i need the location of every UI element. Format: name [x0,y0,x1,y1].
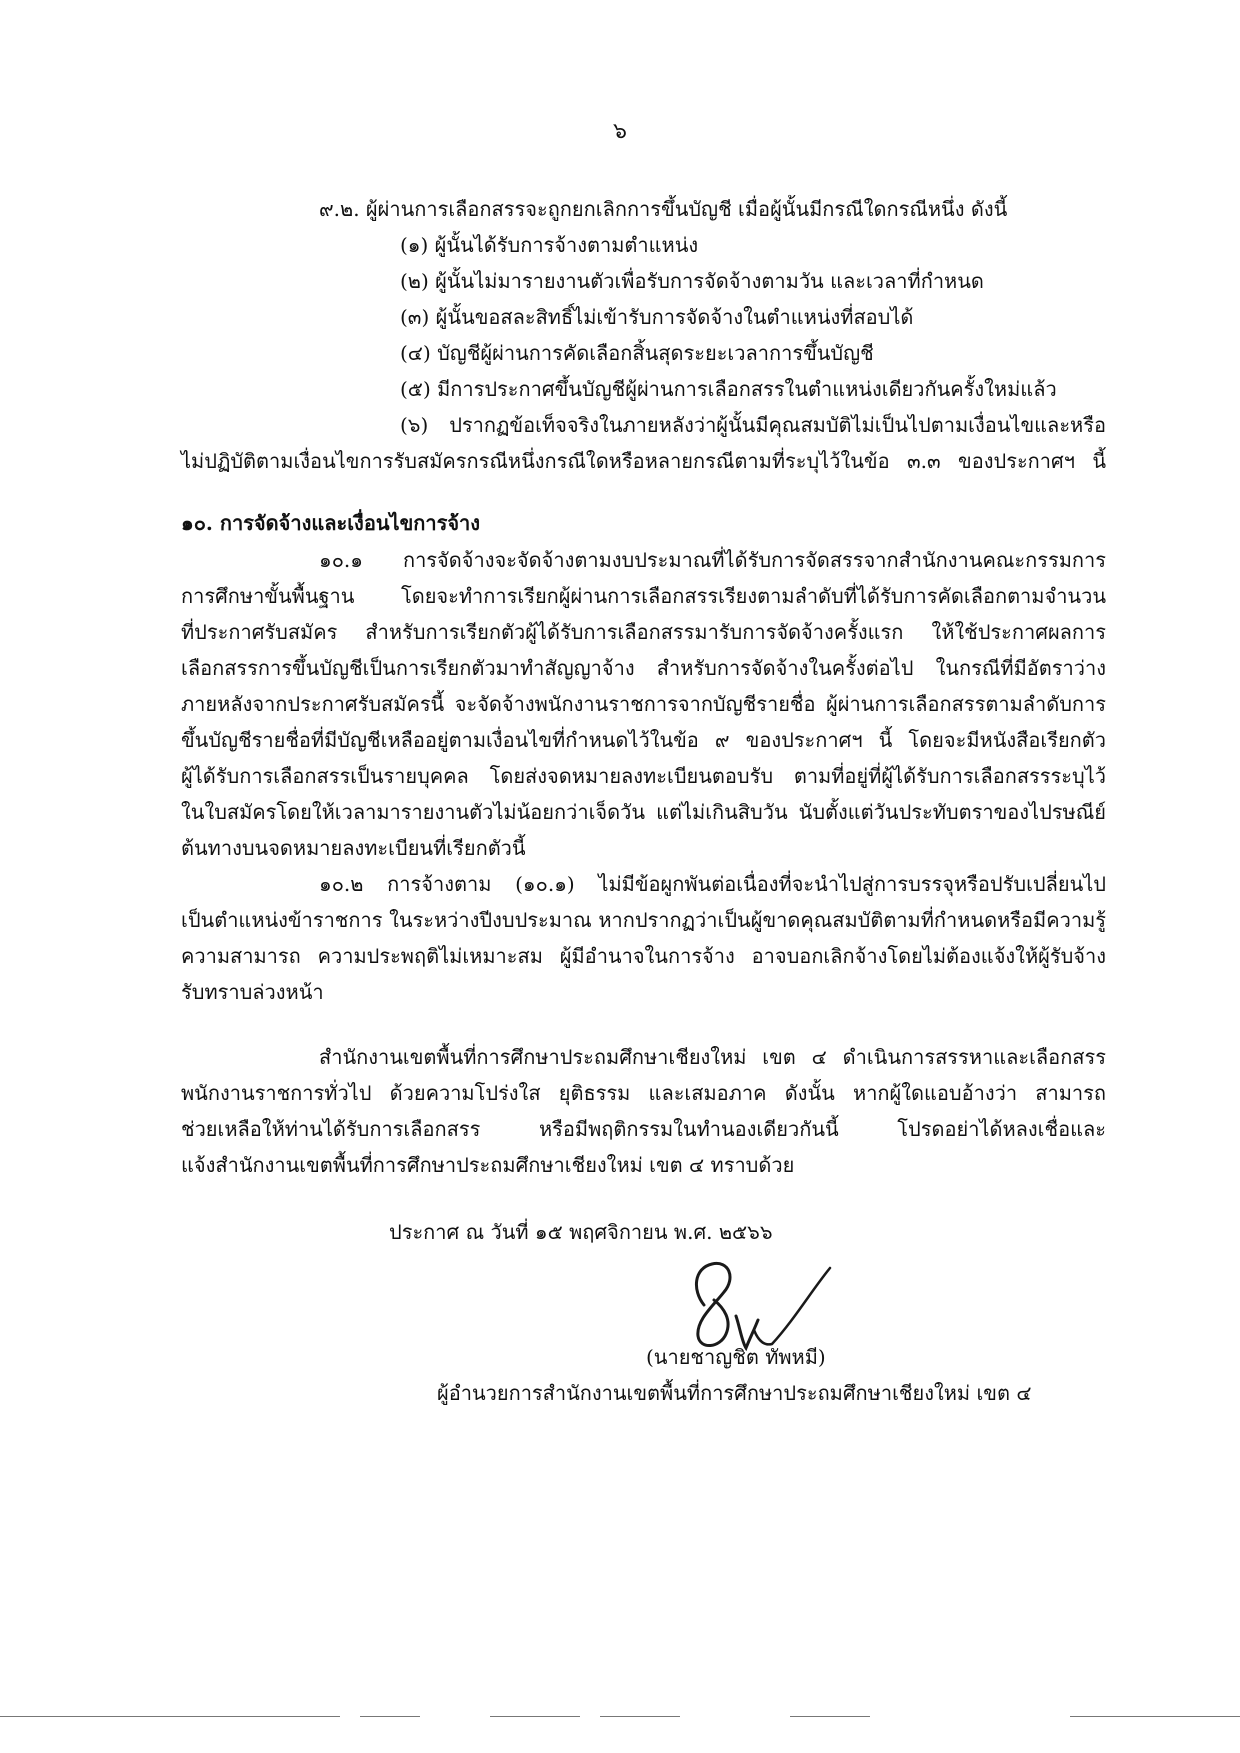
announcement-date: ประกาศ ณ วันที่ ๑๕ พฤศจิกายน พ.ศ. ๒๕๖๖ [389,1220,773,1244]
paragraph-line: ภายหลังจากประกาศรับสมัครนี้ จะจัดจ้างพนักงานราชการจากบัญชีรายชื่อ ผู้ผ่านการเลือกสรรตามลำดับการ [181,692,1106,716]
paragraph-line: ที่ประกาศรับสมัคร สำหรับการเรียกตัวผู้ได้รับการเลือกสรรมารับการจัดจ้างครั้งแรก ให้ใช้ประกาศผลการ [181,620,1106,644]
closing-line: ช่วยเหลือให้ท่านได้รับการเลือกสรร หรือมีพฤติกรรมในทำนองเดียวกันนี้ โปรดอย่าได้หลงเชื่อและ [181,1117,1106,1141]
paragraph-line: ต้นทางบนจดหมายลงทะเบียนที่เรียกตัวนี้ [181,836,526,860]
paragraph-line: ในใบสมัครโดยให้เวลามารายงานตัวไม่น้อยกว่าเจ็ดวัน แต่ไม่เกินสิบวัน นับตั้งแต่วันประทับตราของไปรษณีย์ [181,800,1106,824]
signer-position: ผู้อำนวยการสำนักงานเขตพื้นที่การศึกษาประถมศึกษาเชียงใหม่ เขต ๔ [437,1381,1032,1405]
scan-artifact [0,1716,340,1717]
paragraph-line: เป็นตำแหน่งข้าราชการ ในระหว่างปีงบประมาณ หากปรากฏว่าเป็นผู้ขาดคุณสมบัติตามที่กำหนดหรือมีความรู้ [181,908,1106,932]
scan-artifact [490,1716,580,1717]
paragraph-line: ๑๐.๑ การจัดจ้างจะจัดจ้างตามงบประมาณที่ได้รับการจัดสรรจากสำนักงานคณะกรรมการ [319,548,1106,572]
list-item: (๒) ผู้นั้นไม่มารายงานตัวเพื่อรับการจัดจ้างตามวัน และเวลาที่กำหนด [400,269,984,293]
paragraph-line: ผู้ได้รับการเลือกสรรเป็นรายบุคคล โดยส่งจดหมายลงทะเบียนตอบรับ ตามที่อยู่ที่ผู้ได้รับการเลือกสรรระบุไว้ [181,764,1106,788]
paragraph-line: ขึ้นบัญชีรายชื่อที่มีบัญชีเหลืออยู่ตามเงื่อนไขที่กำหนดไว้ในข้อ ๙ ของประกาศฯ นี้ โดยจะมีหนังสือเรียกตัว [181,728,1106,752]
paragraph-line: เลือกสรรการขึ้นบัญชีเป็นการเรียกตัวมาทำสัญญาจ้าง สำหรับการจัดจ้างในครั้งต่อไป ในกรณีที่มีอัตราว่าง [181,656,1106,680]
signer-name: (นายชาญชิต ทัพหมี) [646,1345,826,1369]
list-item: (๓) ผู้นั้นขอสละสิทธิ์ไม่เข้ารับการจัดจ้างในตำแหน่งที่สอบได้ [400,305,914,329]
scan-artifact [1070,1716,1240,1717]
page-number: ๖ [613,119,627,144]
closing-line: แจ้งสำนักงานเขตพื้นที่การศึกษาประถมศึกษาเชียงใหม่ เขต ๔ ทราบด้วย [181,1153,795,1177]
section-9-2-continuation: ไม่ปฏิบัติตามเงื่อนไขการรับสมัครกรณีหนึ่งกรณีใดหรือหลายกรณีตามที่ระบุไว้ในข้อ ๓.๓ ของประกาศฯ นี้ [181,449,1106,473]
list-item: (๔) บัญชีผู้ผ่านการคัดเลือกสิ้นสุดระยะเวลาการขึ้นบัญชี [400,341,874,365]
list-item: (๕) มีการประกาศขึ้นบัญชีผู้ผ่านการเลือกสรรในตำแหน่งเดียวกันครั้งใหม่แล้ว [400,377,1057,401]
paragraph-line: รับทราบล่วงหน้า [181,980,324,1004]
closing-line: พนักงานราชการทั่วไป ด้วยความโปร่งใส ยุติธรรม และเสมอภาค ดังนั้น หากผู้ใดแอบอ้างว่า สามารถ [181,1081,1106,1105]
scan-artifact [360,1716,420,1717]
section-10-heading: ๑๐. การจัดจ้างและเงื่อนไขการจ้าง [181,511,481,535]
paragraph-line: การศึกษาขั้นพื้นฐาน โดยจะทำการเรียกผู้ผ่านการเลือกสรรเรียงตามลำดับที่ได้รับการคัดเลือกตามจำนวน [181,584,1106,608]
paragraph-line: ๑๐.๒ การจ้างตาม (๑๐.๑) ไม่มีข้อผูกพันต่อเนื่องที่จะนำไปสู่การบรรจุหรือปรับเปลี่ยนไป [319,872,1106,896]
section-9-2-intro: ๙.๒. ผู้ผ่านการเลือกสรรจะถูกยกเลิกการขึ้นบัญชี เมื่อผู้นั้นมีกรณีใดกรณีหนึ่ง ดังนี้ [319,197,1008,221]
closing-line: สำนักงานเขตพื้นที่การศึกษาประถมศึกษาเชียงใหม่ เขต ๔ ดำเนินการสรรหาและเลือกสรร [319,1045,1106,1069]
scan-artifact [600,1716,680,1717]
list-item: (๖) ปรากฏข้อเท็จจริงในภายหลังว่าผู้นั้นมีคุณสมบัติไม่เป็นไปตามเงื่อนไขและหรือ [400,413,1106,437]
paragraph-line: ความสามารถ ความประพฤติไม่เหมาะสม ผู้มีอำนาจในการจ้าง อาจบอกเลิกจ้างโดยไม่ต้องแจ้งให้ผู้รับจ้าง [181,944,1106,968]
scan-artifact [790,1716,870,1717]
list-item: (๑) ผู้นั้นได้รับการจ้างตามตำแหน่ง [400,233,699,257]
